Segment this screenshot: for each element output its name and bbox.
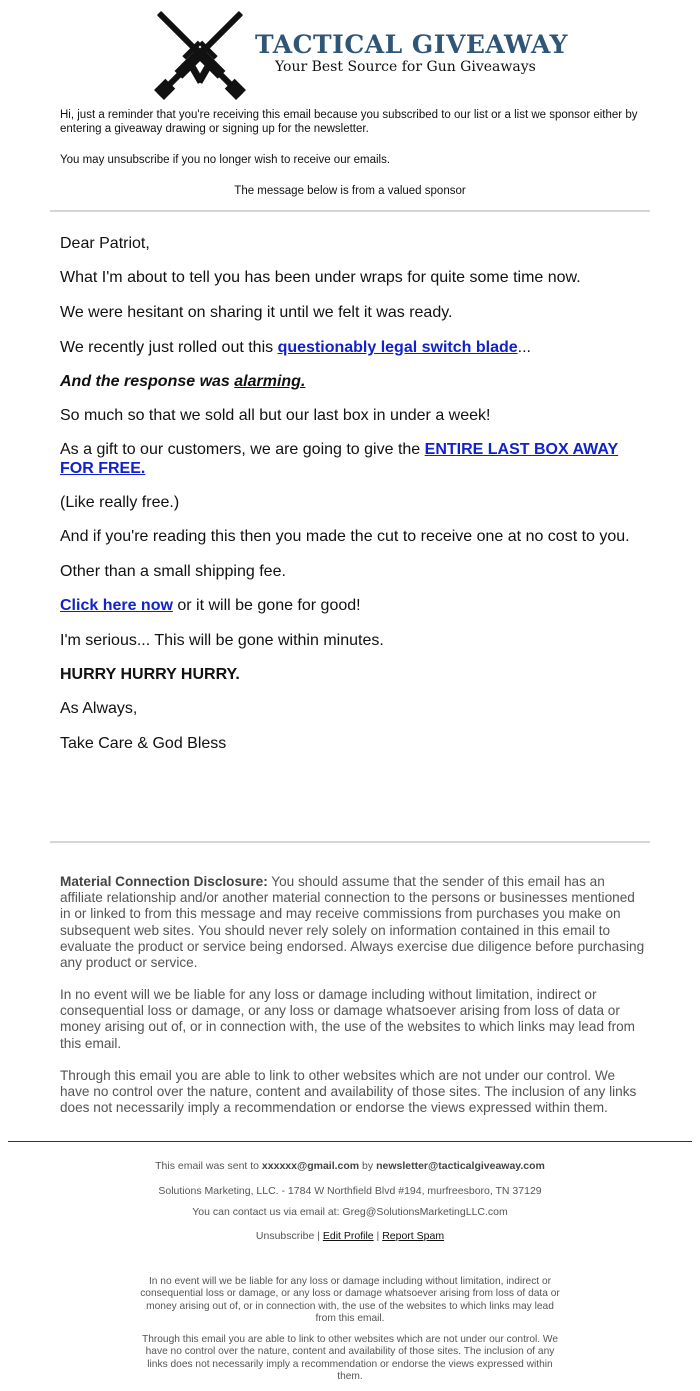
liability-disclaimer: In no event will we be liable for any loss or damage including without limitation, indirect or consequential loss or damage, or any loss or damage whatsoever arising from loss of data or money arising out of, or in connection with, the use of the websites to which links may lead from this email. [60,987,635,1051]
message-paragraph: Other than a small shipping fee. [60,563,286,580]
material-disclosure [60,874,645,971]
unsubscribe-note: You may unsubscribe if you no longer wish to receive our emails. [60,154,391,166]
footer-text: by [359,1160,377,1172]
logo-title: TACTICAL GIVEAWAY [255,30,569,59]
links-disclaimer: Through this email you are able to link to other websites which are not under our control. We have no control over the nature, content and availability of those sites. The inclusion of any links does not necessarily imply a recommendation or endorse the views expressed within them. [60,1068,637,1116]
emphasis-text: alarming. [234,373,306,390]
disclosure-label: Material Connection Disclosure: [60,874,268,889]
message-text: We recently just rolled out this [60,339,278,356]
report-spam-link[interactable]: Report Spam [382,1230,445,1242]
footer-liability: In no event will we be liable for any loss or damage including without limitation, indirect or consequential loss or damage, or any loss or damage whatsoever arising from loss of data or money arising out of, or in connection with, the use of the websites to which links may lead from this email. [140,1276,560,1325]
sender-email: newsletter@tacticalgiveaway.com [376,1160,545,1172]
footer-links [0,1230,700,1242]
recipient-email: xxxxxx@gmail.com [261,1160,360,1172]
divider [50,210,650,212]
footer-divider [8,1141,692,1142]
sent-to-line [0,1160,700,1172]
company-address: Solutions Marketing, LLC. - 1784 W Northfield Blvd #194, murfreesboro, TN 37129 [158,1185,542,1197]
message-paragraph: I'm serious... This will be gone within minutes. [60,632,384,649]
click-here-link[interactable]: Click here now [60,597,173,614]
message-paragraph [60,440,645,478]
message-paragraph: As Always, [60,700,138,717]
message-paragraph: We were hesitant on sharing it until we felt it was ready. [60,304,453,321]
separator: | [373,1230,383,1242]
footer-links-disclaimer: Through this email you are able to link to other websites which are not under our control. We have no control over the nature, content and availability of those sites. The inclusion of any links does not necessarily imply a recommendation or endorse the views expressed within them. [141,1334,559,1383]
message-paragraph [60,596,645,615]
message-paragraph: And if you're reading this then you made the cut to receive one at no cost to you. [60,528,630,545]
logo [150,6,569,102]
greeting: Dear Patriot, [60,235,150,252]
separator: | [314,1230,323,1242]
message-paragraph: (Like really free.) [60,494,180,511]
free-box-link[interactable]: ENTIRE LAST BOX AWAY FOR FREE. [60,441,619,477]
sponsor-note: The message below is from a valued sponsor [234,185,466,197]
subscription-reminder: Hi, just a reminder that you're receiving this email because you subscribed to our list or a list we sponsor either by entering a giveaway drawing or signing up for the newsletter. [60,109,638,135]
message-paragraph: What I'm about to tell you has been under wraps for quite some time now. [60,269,581,286]
message-paragraph [60,338,645,357]
message-text: ... [517,339,531,356]
message-text: or it will be gone for good! [172,597,361,614]
switch-blade-link[interactable]: questionably legal switch blade [277,339,518,356]
message-text: And the response was [60,373,235,390]
unsubscribe-text[interactable]: Unsubscribe [255,1230,315,1242]
message-text: As a gift to our customers, we are going to give the [60,441,425,458]
divider [50,841,650,843]
crossed-rifles-icon [150,6,250,102]
disclosure-text: You should assume that the sender of this email has an affiliate relationship and/or another material connection to the persons or businesses mentioned in or linked to from this message and may receive commissions from purchases you make on subsequent web sites. You should never rely solely on information contained in this email to evaluate the product or service being endorsed. Always exercise due diligence before purchasing any product or service. [60,874,645,971]
signoff: Take Care & God Bless [60,735,227,752]
footer-text: This email was sent to [155,1160,262,1172]
contact-line: You can contact us via email at: Greg@SolutionsMarketingLLC.com [192,1206,508,1218]
message-paragraph: So much so that we sold all but our last box in under a week! [60,407,491,424]
edit-profile-link[interactable]: Edit Profile [322,1230,374,1242]
message-paragraph: HURRY HURRY HURRY. [60,666,240,683]
logo-tagline: Your Best Source for Gun Giveaways [275,59,536,75]
message-paragraph [60,372,645,391]
